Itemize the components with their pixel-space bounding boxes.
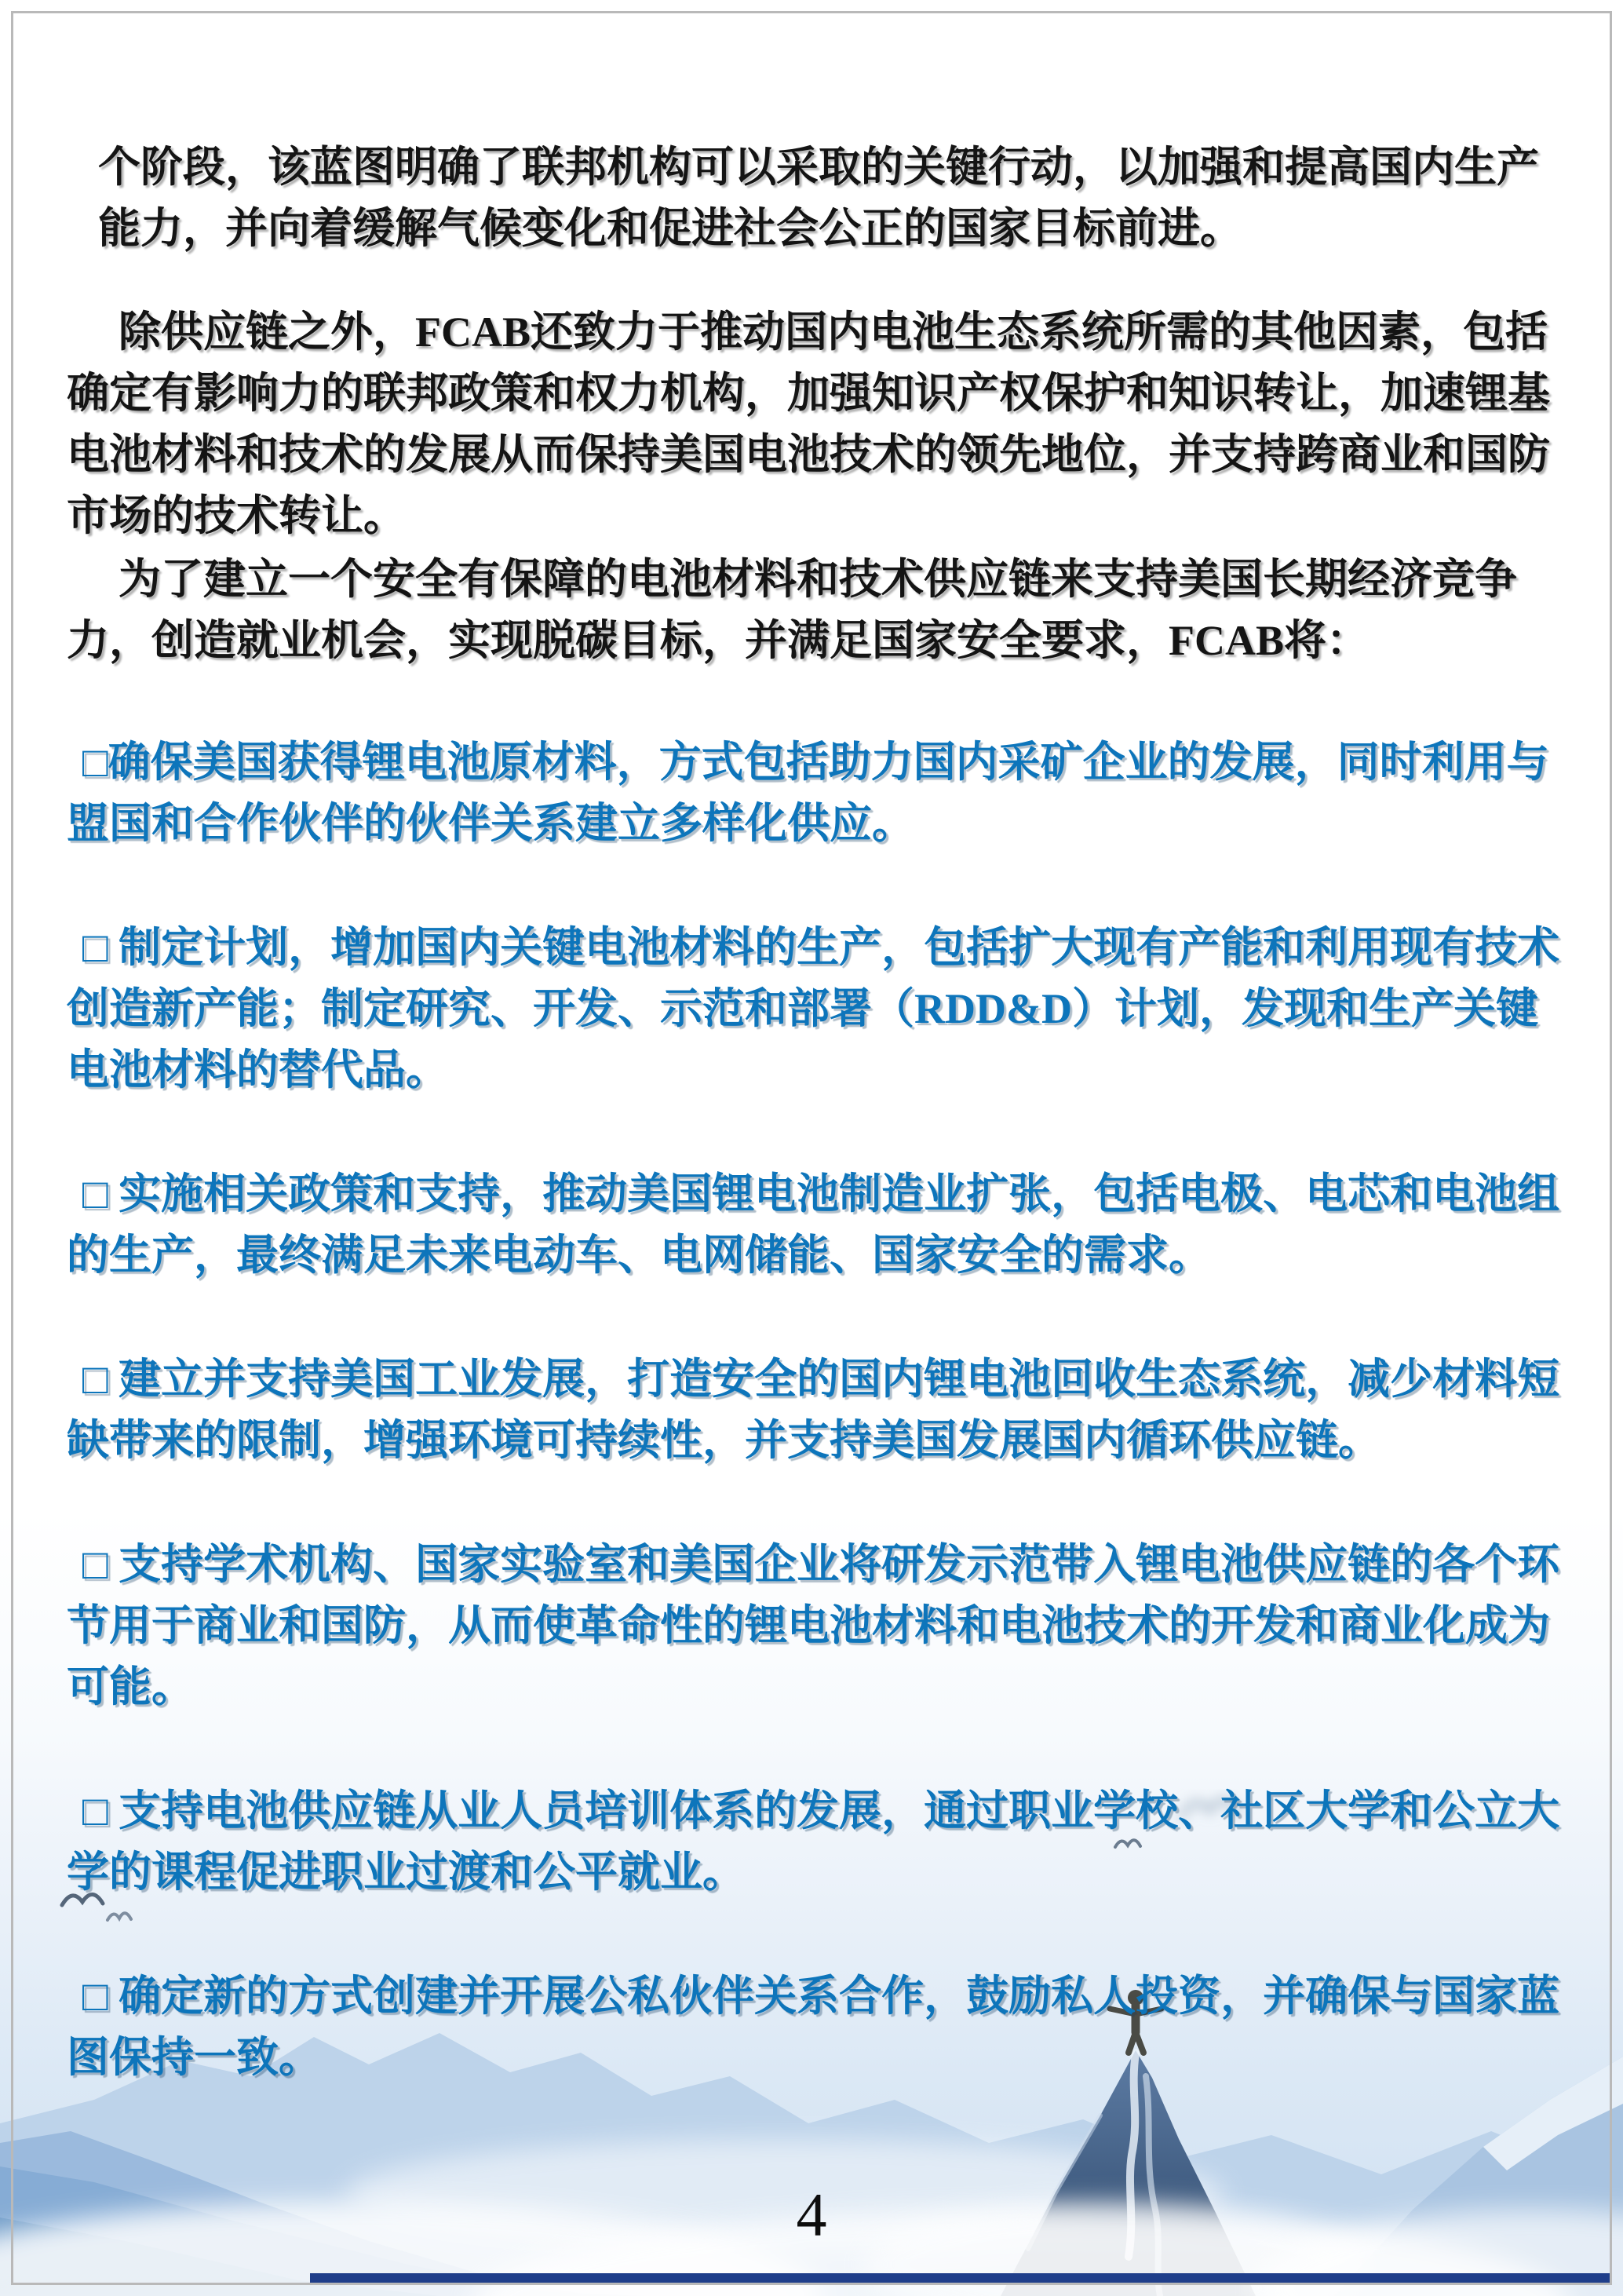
bullet-item bbox=[67, 1349, 1560, 1471]
bullet-item bbox=[67, 1780, 1560, 1903]
checkbox-icon: □ bbox=[82, 1787, 108, 1834]
checkbox-icon: □ bbox=[82, 1170, 108, 1217]
checkbox-icon: □ bbox=[82, 1356, 108, 1403]
bullet-item bbox=[67, 1534, 1560, 1717]
bullet-text: 支持电池供应链从业人员培训体系的发展，通过职业学校、社区大学和公立大学的课程促进职业过渡和公平就业。 bbox=[67, 1787, 1560, 1896]
bullet-text: 实施相关政策和支持，推动美国锂电池制造业扩张，包括电极、电芯和电池组的生产，最终满足未来电动车、电网储能、国家安全的需求。 bbox=[67, 1170, 1560, 1279]
paragraph-intro: 个阶段，该蓝图明确了联邦机构可以采取的关键行动，以加强和提高国内生产能力，并向着缓解气候变化和促进社会公正的国家目标前进。 bbox=[98, 144, 1539, 252]
checkbox-icon: □ bbox=[82, 739, 108, 786]
bullet-text: 支持学术机构、国家实验室和美国企业将研发示范带入锂电池供应链的各个环节用于商业和国防，从而使革命性的锂电池材料和电池技术的开发和商业化成为可能。 bbox=[67, 1541, 1560, 1710]
checkbox-icon: □ bbox=[82, 1541, 108, 1588]
bullet-item bbox=[67, 732, 1560, 854]
bullet-item bbox=[67, 1966, 1560, 2088]
bullet-text: 确定新的方式创建并开展公私伙伴关系合作，鼓励私人投资，并确保与国家蓝图保持一致。 bbox=[67, 1973, 1560, 2081]
paragraph-2: 除供应链之外，FCAB还致力于推动国内电池生态系统所需的其他因素，包括确定有影响力的联邦政策和权力机构，加强知识产权保护和知识转让，加速锂基电池材料和技术的发展从而保持美国电池技术的领先地位，并支持跨商业和国防市场的技术转让。 bbox=[67, 308, 1550, 539]
paragraph-3: 为了建立一个安全有保障的电池材料和技术供应链来支持美国长期经济竞争力，创造就业机会，实现脱碳目标，并满足国家安全要求，FCAB将： bbox=[67, 556, 1517, 664]
checkbox-icon: □ bbox=[82, 1973, 108, 2020]
bullet-item bbox=[67, 1163, 1560, 1286]
page-number: 4 bbox=[796, 2181, 827, 2249]
bullet-text: 制定计划，增加国内关键电池材料的生产，包括扩大现有产能和利用现有技术创造新产能；制定研究、开发、示范和部署（RDD&D）计划，发现和生产关键电池材料的替代品。 bbox=[67, 924, 1560, 1093]
checkbox-icon: □ bbox=[82, 924, 108, 971]
footer-bar bbox=[310, 2273, 1610, 2283]
bullet-item bbox=[67, 917, 1560, 1101]
bullet-text: 确保美国获得锂电池原材料，方式包括助力国内采矿企业的发展，同时利用与盟国和合作伙伴的伙伴关系建立多样化供应。 bbox=[67, 739, 1549, 847]
bullet-text: 建立并支持美国工业发展，打造安全的国内锂电池回收生态系统，减少材料短缺带来的限制，增强环境可持续性，并支持美国发展国内循环供应链。 bbox=[67, 1356, 1560, 1464]
